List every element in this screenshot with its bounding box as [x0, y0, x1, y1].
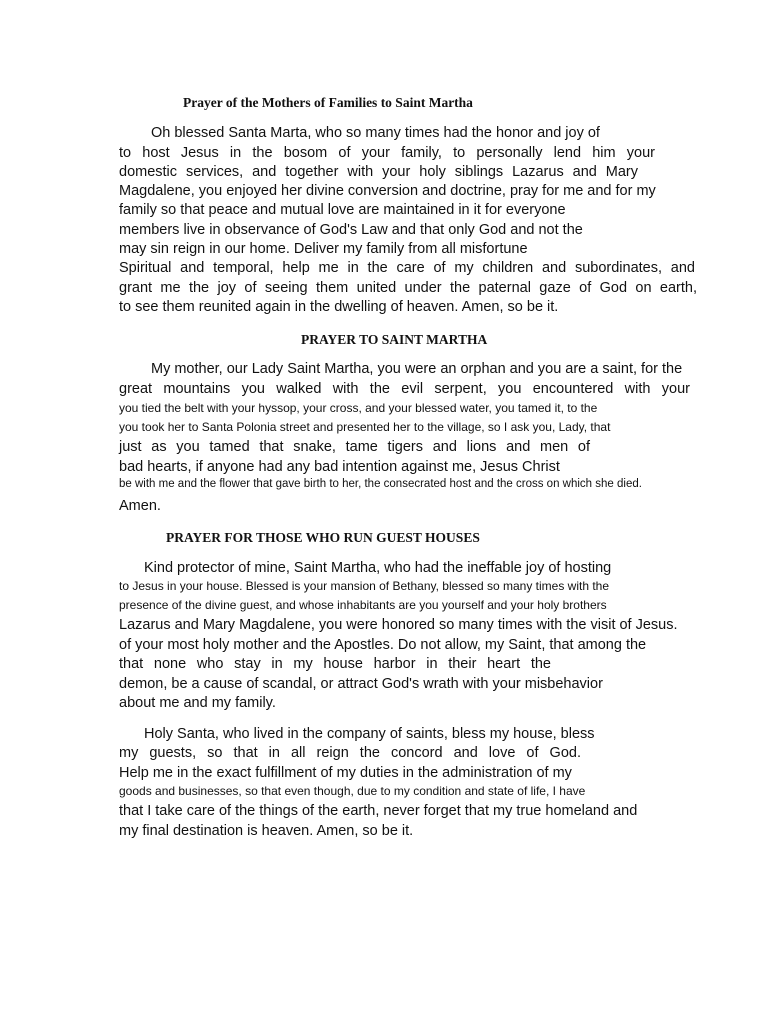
paragraph-line: to host Jesus in the bosom of your family, to personally lend him your	[119, 145, 655, 161]
paragraph-line: goods and businesses, so that even though, due to my condition and state of life, I have	[119, 784, 586, 798]
paragraph-line: grant me the joy of seeing them united under the paternal gaze of God on earth,	[119, 280, 697, 296]
paragraph-line: members live in observance of God's Law and that only God and not the	[119, 222, 583, 238]
paragraph-line: about me and my family.	[119, 695, 276, 711]
section-title-prayer-to-saint-martha: PRAYER TO SAINT MARTHA	[301, 332, 488, 347]
paragraph-line: Amen.	[119, 498, 161, 514]
paragraph-line: Kind protector of mine, Saint Martha, who had the ineffable joy of hosting	[144, 560, 612, 576]
section-title-mothers-prayer: Prayer of the Mothers of Families to Saint Martha	[183, 95, 473, 110]
paragraph-line: Magdalene, you enjoyed her divine conversion and doctrine, pray for me and for my	[119, 183, 656, 199]
paragraph-line: Spiritual and temporal, help me in the care of my children and subordinates, and	[119, 260, 695, 276]
paragraph-line: Holy Santa, who lived in the company of saints, bless my house, bless	[144, 726, 595, 742]
paragraph-line: just as you tamed that snake, tame tigers and lions and men of	[119, 439, 590, 455]
paragraph-line: my final destination is heaven. Amen, so be it.	[119, 823, 414, 839]
paragraph-line: my guests, so that in all reign the concord and love of God.	[119, 745, 581, 761]
paragraph-line: Lazarus and Mary Magdalene, you were honored so many times with the visit of Jesus.	[119, 617, 678, 633]
paragraph-line: you took her to Santa Polonia street and presented her to the village, so I ask you, Lady, that	[119, 420, 611, 434]
paragraph-line: you tied the belt with your hyssop, your cross, and your blessed water, you tamed it, to the	[119, 401, 598, 415]
paragraph-line: of your most holy mother and the Apostles. Do not allow, my Saint, that among the	[119, 637, 647, 653]
paragraph-line: be with me and the flower that gave birth to her, the consecrated host and the cross on which she died.	[119, 478, 642, 490]
paragraph-line: to see them reunited again in the dwelling of heaven. Amen, so be it.	[119, 299, 559, 315]
paragraph-line: presence of the divine guest, and whose inhabitants are you yourself and your holy brothers	[119, 598, 607, 612]
paragraph-line: to Jesus in your house. Blessed is your mansion of Bethany, blessed so many times with the	[119, 579, 610, 593]
paragraph-line: great mountains you walked with the evil serpent, you encountered with your	[119, 381, 690, 397]
paragraph-line: Oh blessed Santa Marta, who so many times had the honor and joy of	[151, 125, 600, 141]
section-title-guest-houses: PRAYER FOR THOSE WHO RUN GUEST HOUSES	[166, 530, 480, 545]
paragraph-line: family so that peace and mutual love are maintained in it for everyone	[119, 202, 566, 218]
paragraph-line: domestic services, and together with your holy siblings Lazarus and Mary	[119, 164, 638, 180]
paragraph-line: that none who stay in my house harbor in their heart the	[119, 656, 551, 672]
paragraph-line: Help me in the exact fulfillment of my duties in the administration of my	[119, 765, 572, 781]
paragraph-line: demon, be a cause of scandal, or attract God's wrath with your misbehavior	[119, 676, 603, 692]
paragraph-line: may sin reign in our home. Deliver my family from all misfortune	[119, 241, 528, 257]
paragraph-line: that I take care of the things of the earth, never forget that my true homeland and	[119, 803, 638, 819]
paragraph-line: My mother, our Lady Saint Martha, you were an orphan and you are a saint, for the	[151, 361, 683, 377]
paragraph-line: bad hearts, if anyone had any bad intention against me, Jesus Christ	[119, 459, 560, 475]
